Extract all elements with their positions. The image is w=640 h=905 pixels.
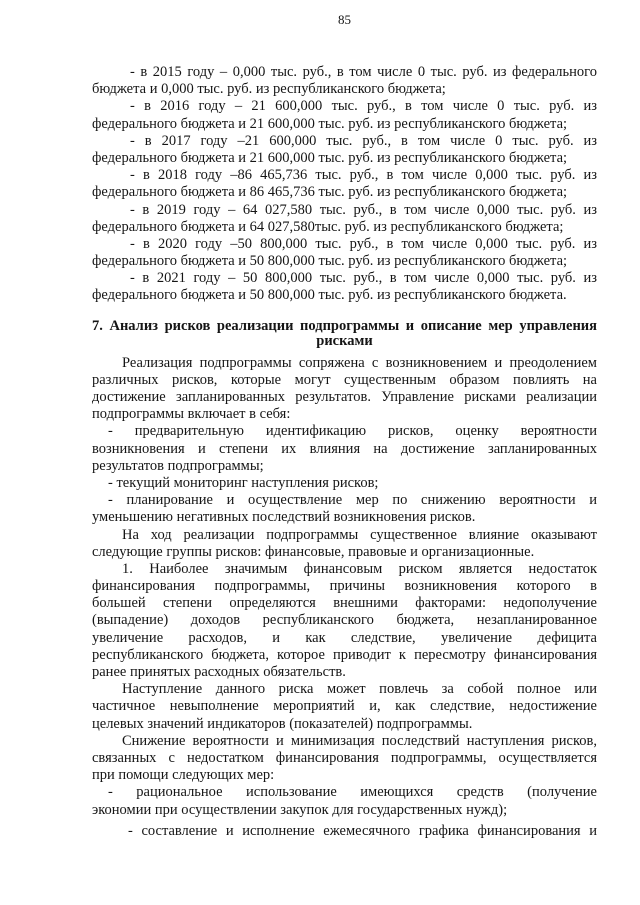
paragraph xyxy=(92,561,597,681)
paragraph-line: достижение запланированных результатов. Управление рисками реализации xyxy=(92,389,597,405)
paragraph-line: Наступление данного риска может повлечь за собой полное или xyxy=(122,681,597,698)
budget-line: - в 2017 году –21 600,000 тыс. руб., в том числе 0 тыс. руб. из xyxy=(130,132,597,149)
list-item xyxy=(92,475,597,492)
list-item xyxy=(92,423,597,475)
budget-line: федерального бюджета и 21 600,000 тыс. руб. из республиканского бюджета; xyxy=(92,149,568,166)
paragraph xyxy=(92,527,597,561)
budget-item-2020 xyxy=(92,236,597,270)
paragraph-line: большей степени определяются внешними факторами: недополучение xyxy=(92,595,597,612)
budget-item-2017 xyxy=(92,133,597,167)
paragraph-line: уменьшению негативных последствий возникновения рисков. xyxy=(92,509,476,526)
list-item xyxy=(92,784,597,818)
budget-item-2019 xyxy=(92,202,597,236)
budget-line: - в 2016 году – 21 600,000 тыс. руб., в том числе 0 тыс. руб. из xyxy=(130,98,597,115)
paragraph-line: Снижение вероятности и минимизация последствий наступления рисков, xyxy=(122,732,597,749)
paragraph-line: - составление и исполнение ежемесячного графика финансирования и xyxy=(128,822,597,839)
list-item xyxy=(92,823,597,840)
heading-line: рисками xyxy=(316,332,373,349)
budget-item-2021 xyxy=(92,270,597,304)
budget-line: - в 2020 году –50 800,000 тыс. руб., в том числе 0,000 тыс. руб. из xyxy=(130,235,597,252)
budget-line: - в 2018 году –86 465,736 тыс. руб., в том числе 0,000 тыс. руб. из xyxy=(130,167,597,184)
budget-line: федерального бюджета и 50 800,000 тыс. руб. из республиканского бюджета. xyxy=(92,287,567,304)
budget-item-2016 xyxy=(92,98,597,132)
paragraph-line: (выпадение) доходов республиканского бюджета, незапланированное xyxy=(92,612,597,629)
paragraph-line: возникновения и степени их влияния на достижение запланированных xyxy=(92,440,597,457)
paragraph-line: 1. Наиболее значимым финансовым риском является недостаток xyxy=(122,560,597,577)
paragraph xyxy=(92,355,597,424)
budget-line: федерального бюджета и 64 027,580тыс. руб. из республиканского бюджета; xyxy=(92,218,564,235)
paragraph-line: - планирование и осуществление мер по снижению вероятности и xyxy=(108,492,597,509)
paragraph-line: связанных с недостатком финансирования подпрограммы, осуществляется xyxy=(92,749,597,766)
paragraph-line: ранее принятых расходных обязательств. xyxy=(92,664,346,680)
paragraph-line: Реализация подпрограммы сопряжена с возникновением и преодолением xyxy=(122,354,597,371)
paragraph-line: экономии при осуществлении закупок для государственных нужд); xyxy=(92,801,508,818)
paragraph-line: - предварительную идентификацию рисков, оценку вероятности xyxy=(108,423,597,440)
paragraph-line: финансирования подпрограммы, причины возникновения которого в xyxy=(92,578,597,595)
budget-line: - в 2015 году – 0,000 тыс. руб., в том числе 0 тыс. руб. из федерального xyxy=(130,64,597,80)
budget-item-2018 xyxy=(92,167,597,201)
paragraph-line: подпрограммы включает в себя: xyxy=(92,406,291,423)
paragraph-line: частичное невыполнение мероприятий и, как следствие, недостижение xyxy=(92,698,597,715)
section-heading xyxy=(92,319,597,349)
paragraph-line: увеличение расходов, и как следствие, увеличение дефицита xyxy=(92,629,597,646)
paragraph-line: при помощи следующих мер: xyxy=(92,767,275,784)
heading-line: 7. Анализ рисков реализации подпрограммы и описание мер управления xyxy=(92,317,597,334)
paragraph-line: - рациональное использование имеющихся средств (получение xyxy=(108,784,597,801)
budget-line: - в 2019 году – 64 027,580 тыс. руб., в том числе 0,000 тыс. руб. из xyxy=(130,201,597,218)
paragraph xyxy=(92,733,597,785)
paragraph-line: - текущий мониторинг наступления рисков; xyxy=(108,474,379,491)
page-number: 85 xyxy=(338,12,351,27)
paragraph-line: различных рисков, которые могут существенным образом повлиять на xyxy=(92,371,597,388)
paragraph-line: целевых значений индикаторов (показателей) подпрограммы. xyxy=(92,715,473,732)
list-item xyxy=(92,492,597,526)
budget-line: - в 2021 году – 50 800,000 тыс. руб., в том числе 0,000 тыс. руб. из xyxy=(130,270,597,287)
paragraph-line: республиканского бюджета, которое приводит к пересмотру финансирования xyxy=(92,646,597,663)
document-body xyxy=(92,64,597,840)
paragraph-line: На ход реализации подпрограммы существенное влияние оказывают xyxy=(122,526,597,543)
budget-line: федерального бюджета и 50 800,000 тыс. руб. из республиканского бюджета; xyxy=(92,253,568,270)
budget-list xyxy=(92,64,597,305)
paragraph-line: результатов подпрограммы; xyxy=(92,457,264,474)
budget-line: федерального бюджета и 86 465,736 тыс. руб. из республиканского бюджета; xyxy=(92,184,568,201)
budget-item-2015 xyxy=(92,64,597,98)
paragraph xyxy=(92,681,597,733)
budget-line: федерального бюджета и 21 600,000 тыс. руб. из республиканского бюджета; xyxy=(92,115,568,132)
budget-line: бюджета и 0,000 тыс. руб. из республиканского бюджета; xyxy=(92,81,446,98)
paragraph-line: следующие группы рисков: финансовые, правовые и организационные. xyxy=(92,543,535,560)
section-text xyxy=(92,355,597,840)
